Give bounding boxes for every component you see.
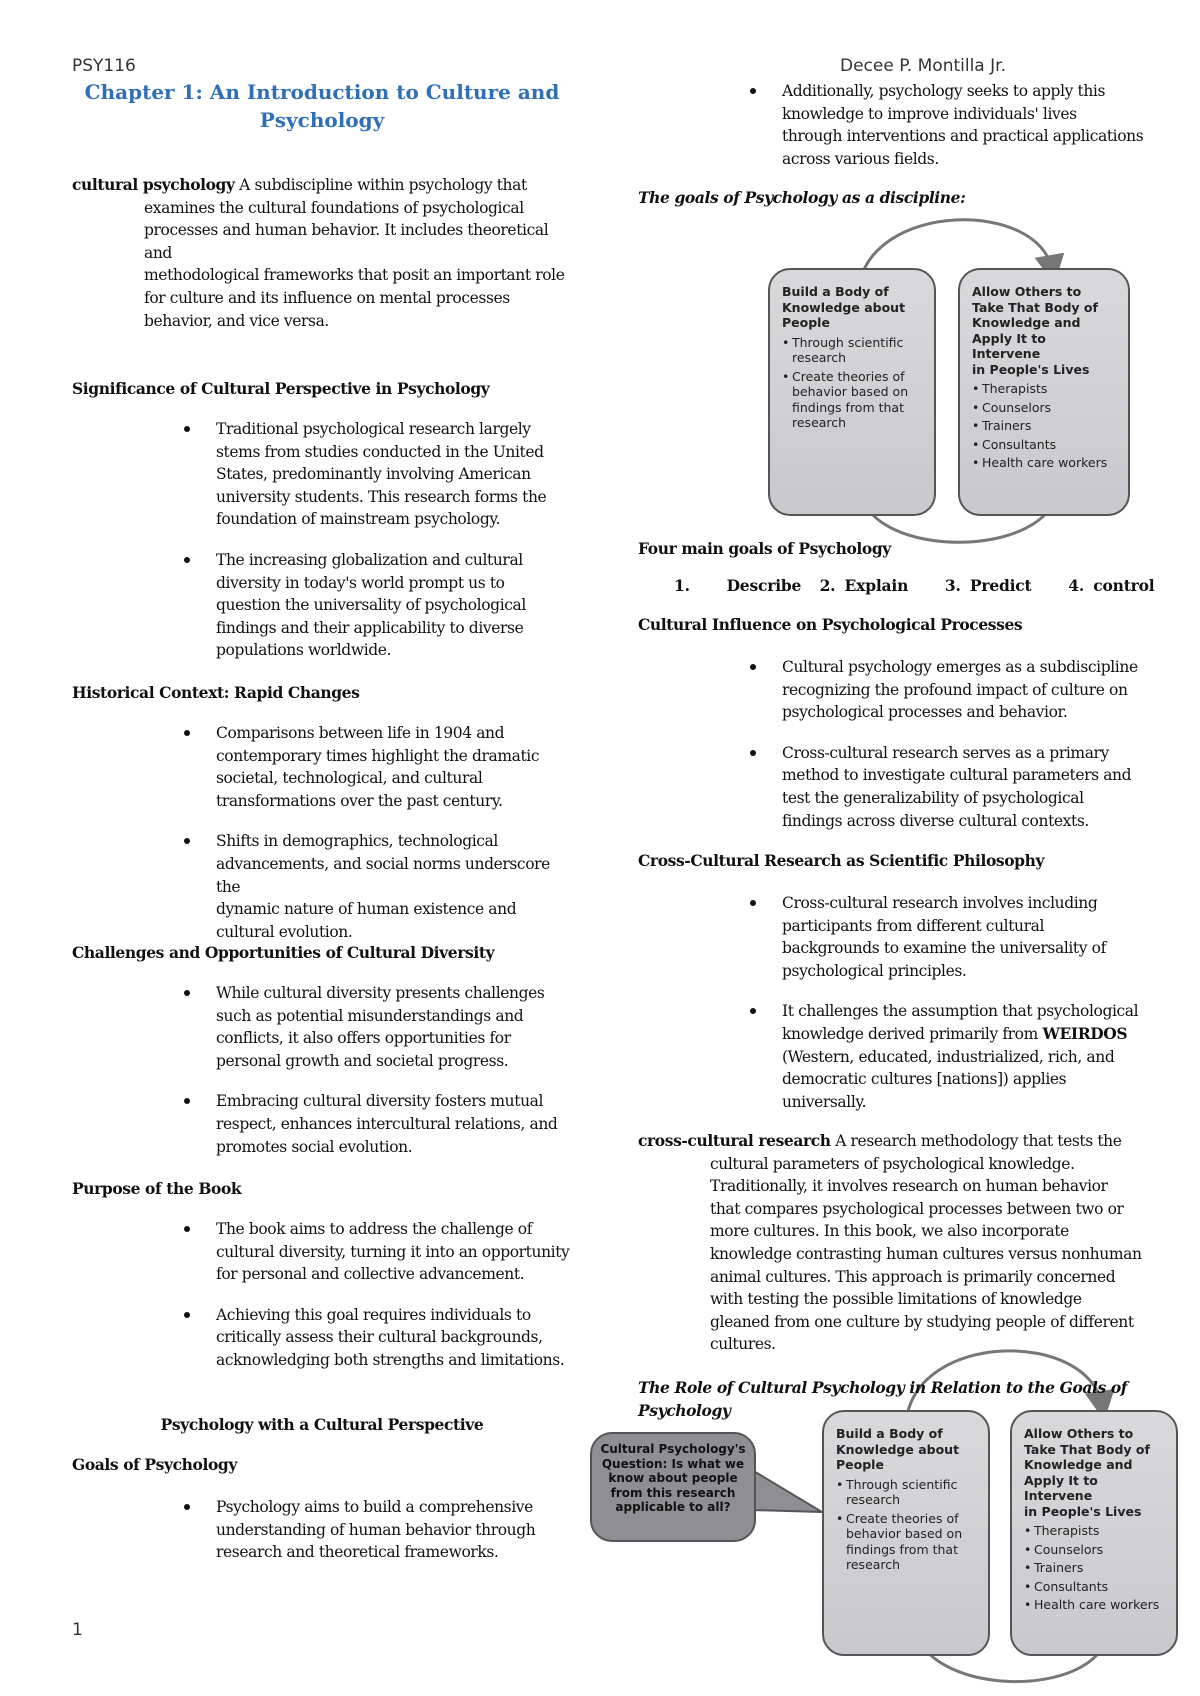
definition-line: methodological frameworks that posit an important role [144,266,565,285]
diagram-item: • Counselors [1024,1542,1166,1558]
heading-challenges: Challenges and Opportunities of Cultural Diversity [72,943,495,962]
heading-goals-of-psychology: Goals of Psychology [72,1455,237,1474]
list-item: Embracing cultural diversity fosters mutual respect, enhances intercultural relations, and promotes social evolution. [216,1090,576,1158]
diagram-item: • Consultants [1024,1579,1166,1595]
definition-cross-cultural-research: cross-cultural research A research methodology that tests the cultural parameters of psychological knowledge. Traditionally, it involves research on human behavior that compares psychological processes between two or more cultures. In this book, we also incorporate knowledge contrasting human cultures versus nonhuman animal cultures. This approach is primarily concerned with testing the possible limitations of knowledge gleaned from one culture by studying people of different cultures. [638,1131,1142,1354]
definition-line: behavior, and vice versa. [144,311,329,330]
definition-line: A subdiscipline within psychology that [234,176,527,194]
four-goals-list: 1. Describe 2. Explain 3. Predict 4. control [674,576,1155,595]
diagram-box-build-knowledge: Build a Body of Knowledge about People • Through scientific research • Create theories of behavior based on findings from that research [768,268,936,516]
definition-term: cultural psychology [72,175,235,194]
list-item: Cross-cultural research serves as a primary method to investigate cultural parameters and test the generalizability of psychological findings across diverse cultural contexts. [782,742,1162,832]
cultural-question-bubble: Cultural Psychology's Question: Is what we know about people from this research applicable to all? [590,1432,756,1542]
list-item: While cultural diversity presents challenges such as potential misunderstandings and conflicts, it also offers opportunities for personal growth and societal progress. [216,982,576,1072]
diagram-item: • Through scientific research [836,1477,978,1508]
caption-goals-discipline: The goals of Psychology as a discipline: [638,188,966,207]
list-item: Psychology aims to build a comprehensive understanding of human behavior through research and theoretical frameworks. [216,1496,576,1564]
diagram-item: • Therapists [972,381,1118,397]
author-name: Decee P. Montilla Jr. [840,56,1006,76]
list-item: Traditional psychological research largely stems from studies conducted in the United States, predominantly involving American university students. This research forms the foundation of mainstream psychology. [216,418,576,531]
definition-line: for culture and its influence on mental processes [144,288,510,307]
definition-line: processes and human behavior. It includes theoretical and [144,221,549,262]
list-item: Comparisons between life in 1904 and contemporary times highlight the dramatic societal, technological, and cultural transformations over the past century. [216,722,576,812]
heading-psychology-cultural-perspective: Psychology with a Cultural Perspective [160,1415,484,1434]
chapter-title-line-2: Psychology [259,108,385,132]
page-number: 1 [72,1620,83,1640]
diagram-item: • Through scientific research [782,335,924,366]
list-item: Shifts in demographics, technological advancements, and social norms underscore the dynamic nature of human existence and cultural evolution. [216,830,576,943]
list-item: Additionally, psychology seeks to apply this knowledge to improve individuals' lives through interventions and practical applications across various fields. [782,80,1162,170]
diagram-item: • Therapists [1024,1523,1166,1539]
list-item: Achieving this goal requires individuals to critically assess their cultural backgrounds, acknowledging both strengths and limitations. [216,1304,576,1372]
diagram-item: • Consultants [972,437,1118,453]
heading-significance: Significance of Cultural Perspective in Psychology [72,379,490,398]
weirdos-term: WEIRDOS [1042,1023,1128,1043]
diagram-box-apply-knowledge: Allow Others to Take That Body of Knowledge and Apply It to Intervene in People's Lives • Therapists • Counselors • Trainers • Consultants • Health care workers [1010,1410,1178,1656]
diagram-item: • Counselors [972,400,1118,416]
course-code: PSY116 [72,56,136,76]
diagram-item: • Create theories of behavior based on findings from that research [836,1511,978,1573]
heading-cross-cultural-philosophy: Cross-Cultural Research as Scientific Philosophy [638,851,1045,870]
list-item: Cross-cultural research involves including participants from different cultural backgrounds to examine the universality of psychological principles. [782,892,1162,982]
list-item: The book aims to address the challenge of cultural diversity, turning it into an opportunity for personal and collective advancement. [216,1218,576,1286]
diagram-item: • Trainers [972,418,1118,434]
heading-historical: Historical Context: Rapid Changes [72,683,360,702]
diagram-box-build-knowledge: Build a Body of Knowledge about People • Through scientific research • Create theories of behavior based on findings from that research [822,1410,990,1656]
diagram-item: • Health care workers [972,455,1118,471]
heading-four-goals: Four main goals of Psychology [638,539,891,558]
diagram-item: • Health care workers [1024,1597,1166,1613]
list-item: Cultural psychology emerges as a subdiscipline recognizing the profound impact of culture on psychological processes and behavior. [782,656,1162,724]
definition-term: cross-cultural research [638,1131,831,1150]
diagram-box-apply-knowledge: Allow Others to Take That Body of Knowledge and Apply It to Intervene in People's Lives • Therapists • Counselors • Trainers • Consultants • Health care workers [958,268,1130,516]
heading-cultural-influence: Cultural Influence on Psychological Processes [638,615,1023,634]
list-item: It challenges the assumption that psychological knowledge derived primarily from WEIRDOS (Western, educated, industrialized, rich, and democratic cultures [nations]) applies universally. [782,1000,1162,1113]
definition-line: examines the cultural foundations of psychological [144,198,524,217]
diagram-item: • Trainers [1024,1560,1166,1576]
chapter-title-line-1: Chapter 1: An Introduction to Culture and [84,80,560,104]
heading-purpose: Purpose of the Book [72,1179,242,1198]
diagram-item: • Create theories of behavior based on findings from that research [782,369,924,431]
list-item: The increasing globalization and cultural diversity in today's world prompt us to question the universality of psychological findings and their applicability to diverse populations worldwide. [216,549,576,662]
caption-role-cultural-psychology: The Role of Cultural Psychology in Relation to the Goals of Psychology [638,1378,1128,1420]
